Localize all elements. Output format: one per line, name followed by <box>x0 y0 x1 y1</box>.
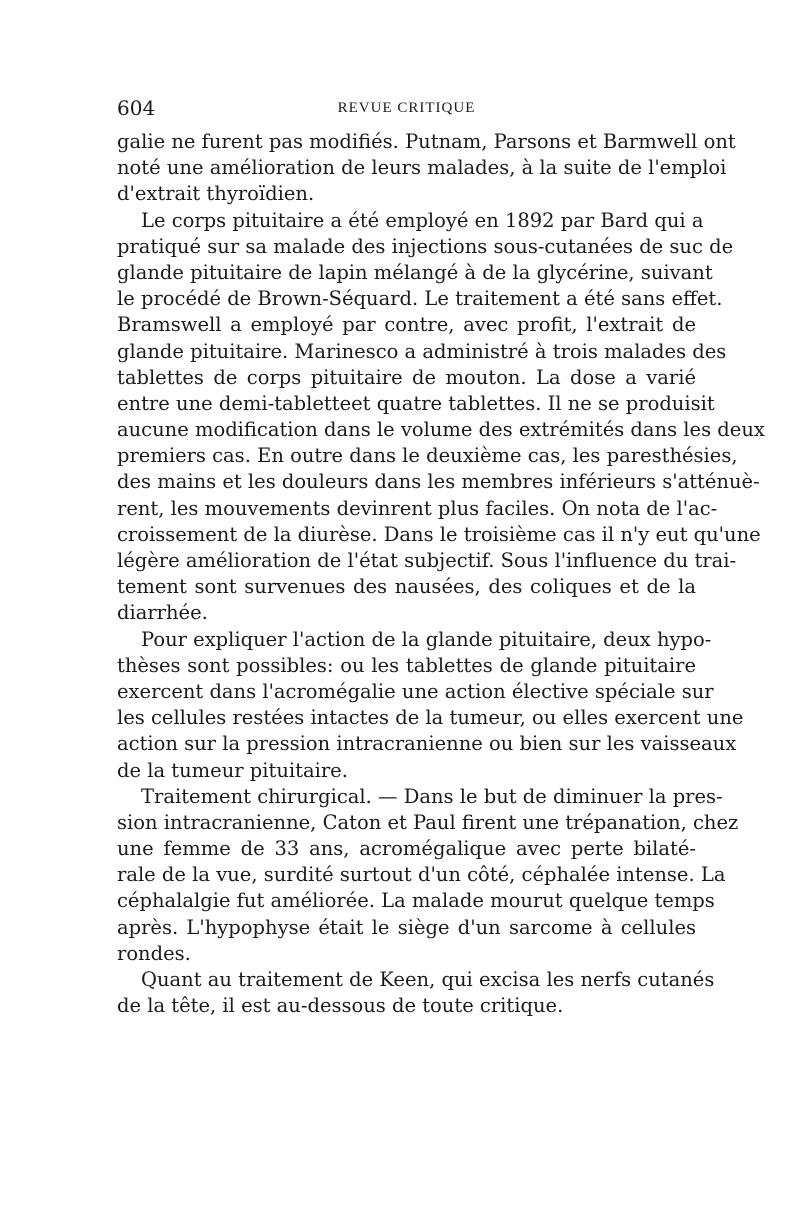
text-line: galie ne furent pas modifiés. Putnam, Parsons et Barmwell ont <box>117 130 736 153</box>
text-line: Le corps pituitaire a été employé en 1892 par Bard qui a <box>141 208 704 232</box>
text-line: Pour expliquer l'action de la glande pituitaire, deux hypo- <box>141 627 712 651</box>
text-line: glande pituitaire de lapin mélangé à de la glycérine, suivant <box>117 260 713 284</box>
text-line: des mains et les douleurs dans les membres inférieurs s'atténuè- <box>117 470 760 494</box>
text-line: tement sont survenues des nausées, des coliques et de la <box>117 575 696 599</box>
text-line: de la tête, il est au-dessous de toute critique. <box>117 994 564 1018</box>
text-line: Quant au traitement de Keen, qui excisa les nerfs cutanés <box>141 968 715 991</box>
text-line: une femme de 33 ans, acromégalique avec perte bilaté- <box>117 837 696 861</box>
text-line: diarrhée. <box>117 601 208 625</box>
text-line: entre une demi-tabletteet quatre tablettes. Il ne se produisit <box>117 391 715 415</box>
text-line: de la tumeur pituitaire. <box>117 758 348 782</box>
paragraph <box>117 784 739 967</box>
text-line: thèses sont possibles: ou les tablettes de glande pituitaire <box>117 653 696 677</box>
paragraph <box>117 129 736 208</box>
running-head <box>117 96 696 124</box>
journal-title: REVUE CRITIQUE <box>337 100 476 116</box>
text-line: rondes. <box>117 941 191 965</box>
text-line: tablettes de corps pituitaire de mouton. La dose a varié <box>117 365 696 389</box>
text-line: rent, les mouvements devinrent plus faciles. On nota de l'ac- <box>117 496 718 520</box>
text-line: premiers cas. En outre dans le deuxième cas, les paresthésies, <box>117 444 738 468</box>
paragraph <box>117 967 715 1019</box>
page-number: 604 <box>117 96 156 120</box>
text-line: d'extrait thyroïdien. <box>117 182 315 206</box>
text-line: glande pituitaire. Marinesco a administré à trois malades des <box>117 339 727 363</box>
text-line: rale de la vue, surdité surtout d'un côté, céphalée intense. La <box>117 863 726 887</box>
text-line: les cellules restées intactes de la tumeur, ou elles exercent une <box>117 706 744 730</box>
body-text <box>117 129 765 1019</box>
text-line: noté une amélioration de leurs malades, à la suite de l'emploi <box>117 156 727 180</box>
text-line: Bramswell a employé par contre, avec profit, l'extrait de <box>117 313 696 337</box>
text-line: après. L'hypophyse était le siège d'un sarcome à cellules <box>117 915 696 939</box>
text-line: action sur la pression intracranienne ou bien sur les vaisseaux <box>117 732 737 756</box>
text-line: aucune modification dans le volume des extrémités dans les deux <box>117 418 765 442</box>
text-line: sion intracranienne, Caton et Paul firent une trépanation, chez <box>117 810 739 834</box>
text-line: légère amélioration de l'état subjectif. Sous l'influence du trai- <box>117 549 737 572</box>
paragraph <box>117 627 744 784</box>
text-line: pratiqué sur sa malade des injections sous-cutanées de suc de <box>117 234 734 258</box>
text-line: exercent dans l'acromégalie une action élective spéciale sur <box>117 679 714 703</box>
text-line: croissement de la diurèse. Dans le troisième cas il n'y eut qu'une <box>117 522 761 546</box>
text-line: céphalalgie fut améliorée. La malade mourut quelque temps <box>117 889 715 913</box>
text-line: le procédé de Brown-Séquard. Le traitement a été sans effet. <box>117 287 723 311</box>
text-line: Traitement chirurgical. — Dans le but de diminuer la pres- <box>141 784 723 808</box>
paragraph <box>117 208 765 627</box>
